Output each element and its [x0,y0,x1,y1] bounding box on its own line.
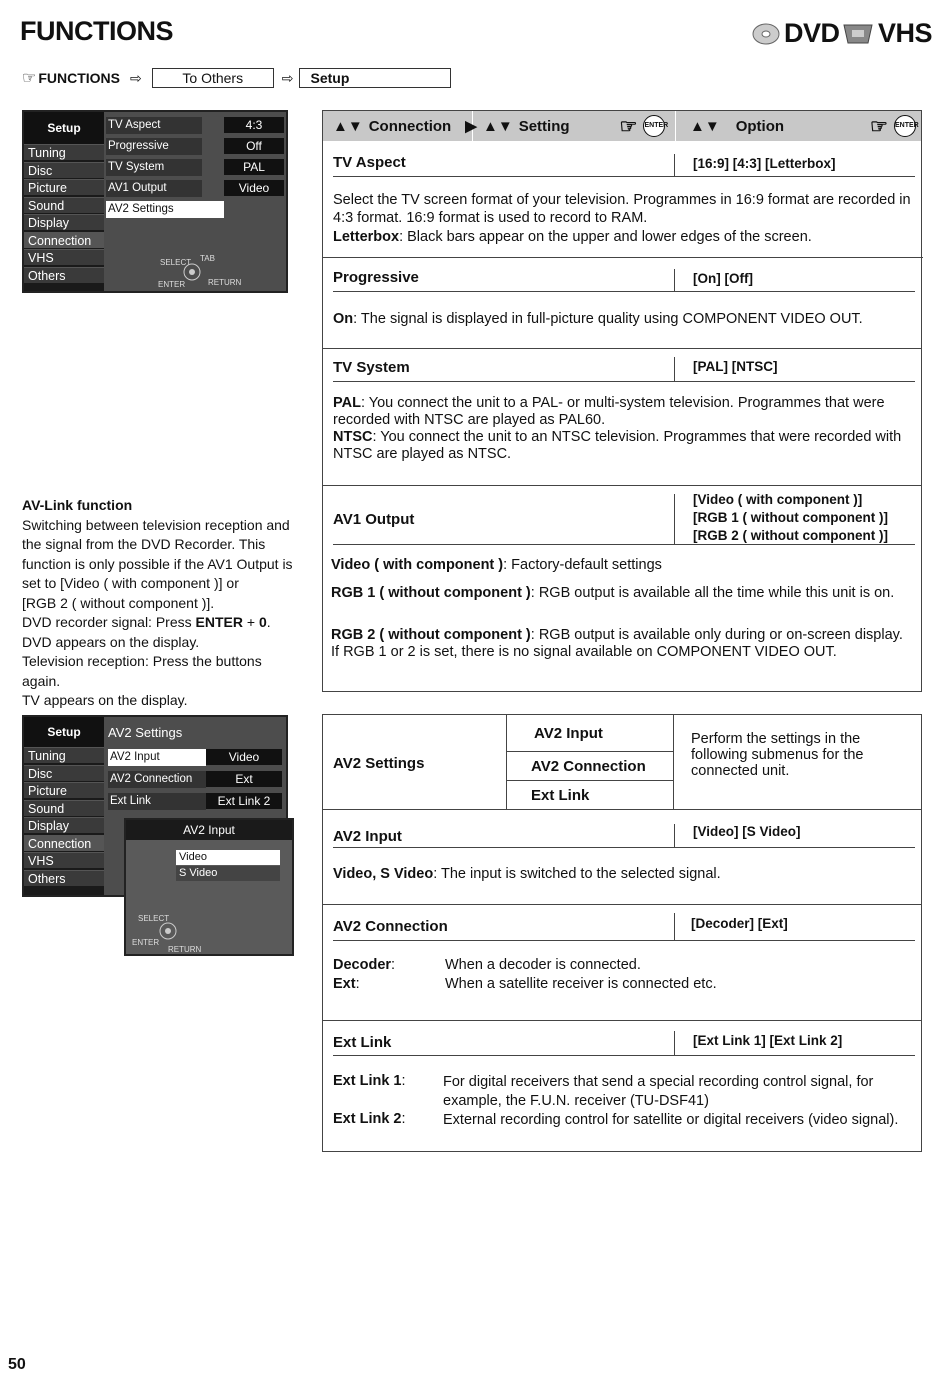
divider [674,1031,675,1055]
av-link-lines-2 [22,633,302,711]
underline [333,940,915,941]
submenu-items [507,715,673,810]
disc-icon [752,23,780,45]
hand-pointer-icon: ☞ [870,115,888,138]
crumb-functions: FUNCTIONS [38,70,121,86]
connection-text: When a satellite receiver is connected etc. [445,976,717,992]
av-link-line: DVD appears on the display. [22,633,200,650]
video-term: Video ( with component ) [331,557,504,573]
sidebar-item[interactable]: VHS [24,852,104,868]
av2-connection-title: AV2 Connection [333,918,448,935]
rgb2-term: RGB 2 ( without component ) [331,627,531,643]
popup-item[interactable]: Video [176,850,280,865]
av1-option: [Video ( with component )] [693,492,863,507]
av2-row-value[interactable]: Video [206,749,282,765]
av2-settings-title: AV2 Settings [333,755,425,772]
underline [333,1055,915,1056]
av1-output-options [693,491,888,545]
submenu-item: AV2 Connection [507,752,673,781]
rgb1-description [331,584,916,602]
setting-row-label[interactable]: TV System [106,159,202,176]
setup-menu-screen [22,110,288,293]
av2-row-label[interactable]: Ext Link [108,793,206,810]
sidebar-item[interactable]: Sound [24,197,104,213]
ntsc-description [333,429,918,463]
pal-description [333,395,918,429]
av-link-line: function is only possible if the AV1 Output is [22,555,293,572]
sidebar-item[interactable]: Connection [24,835,104,851]
av2-settings-description: Perform the settings in the following submenus for the connected unit. [691,731,864,779]
av1-option: [RGB 1 ( without component )] [693,510,888,525]
setup-sidebar [24,717,104,895]
tv-aspect-title: TV Aspect [333,154,406,171]
breadcrumb [22,68,451,88]
sidebar-item[interactable]: Disc [24,765,104,781]
crumb-to-others[interactable]: To Others [152,68,274,88]
ext-link-term-label: Ext Link 2 [333,1111,402,1127]
connection-text: When a decoder is connected. [445,957,641,973]
ext-link-panel [322,1020,922,1152]
underline [333,381,915,382]
sidebar-item[interactable]: Display [24,214,104,230]
av2-input-options: [Video] [S Video] [693,824,801,839]
sidebar-item[interactable]: Tuning [24,144,104,160]
press-key: ENTER [195,614,243,630]
av-link-line: set to [Video ( with component )] or [22,575,239,591]
letterbox-description [333,228,918,246]
ext-link-text: For digital receivers that send a special recording control signal, for example, the F.U.N. receiver (TU-DSF41) [443,1074,874,1109]
nav-return: RETURN [168,945,202,954]
pal-text: : You connect the unit to a PAL- or multi-system television. Programmes that were recorded with NTSC are played as PAL60. [333,395,885,428]
nav-enter: ENTER [132,938,160,947]
press-plus: + [242,614,259,630]
av-link-line: TV appears on the display. [22,692,188,708]
divider [674,269,675,291]
av-link-lines [22,516,302,614]
setting-row-value[interactable]: Off [224,138,284,154]
cassette-icon [842,23,874,45]
tab-setting-label: Setting [518,117,570,135]
sidebar-title: Setup [24,112,104,144]
ext-link-term [333,1111,406,1127]
page-title: FUNCTIONS [20,16,173,46]
sidebar-item[interactable]: Picture [24,179,104,195]
tab-connection-label: Connection [368,117,452,135]
ntsc-term: NTSC [333,429,373,445]
arrow-right-icon: ⇨ [281,69,294,86]
tv-system-panel [322,348,922,486]
rgb-note: If RGB 1 or 2 is set, there is no signal available on COMPONENT VIDEO OUT. [331,644,837,660]
rgb2-text: : RGB output is available only during or on-screen display. [530,627,903,643]
tv-aspect-panel [322,110,922,258]
av2-input-description [333,865,918,883]
submenu-item: Ext Link [531,787,590,804]
rgb2-description [331,626,923,644]
submenu-item: AV2 Input [507,715,673,752]
av2-input-text: : The input is switched to the selected signal. [433,866,721,882]
sidebar-item[interactable]: VHS [24,249,104,265]
tv-system-options: [PAL] [NTSC] [693,359,778,374]
tab-bar [323,111,921,141]
av2-row-label[interactable]: AV2 Connection [108,771,206,788]
sidebar-item[interactable]: Others [24,267,104,283]
ext-link-term [333,1073,406,1089]
on-text: : The signal is displayed in full-picture quality using COMPONENT VIDEO OUT. [353,311,863,327]
tab-setting[interactable] [473,111,676,141]
av-link-line: the signal from the DVD Recorder. This [22,536,266,552]
av-link-line: Television reception: Press the buttons again. [22,653,262,689]
setting-row-label[interactable]: TV Aspect [106,117,202,134]
connection-sep: : [391,957,396,973]
av-link-heading: AV-Link function [22,497,133,513]
page-number: 50 [8,1356,26,1373]
setting-row-value[interactable]: 4:3 [224,117,284,133]
hand-pointer-icon: ☞ [22,70,37,87]
enter-icon: ENTER [643,115,665,137]
dpad-icon [156,920,180,942]
popup-title: AV2 Input [126,820,292,840]
av2-row-value[interactable]: Ext [206,771,282,787]
connection-term [333,976,360,992]
tv-system-title: TV System [333,359,410,376]
nav-tab: TAB [200,254,215,263]
ext-link-title: Ext Link [333,1034,392,1051]
av1-output-title: AV1 Output [333,511,415,528]
sidebar-item[interactable]: Sound [24,800,104,816]
up-down-arrow-icon: ▲▼ [483,117,513,135]
av-link-line: Switching between television reception and [22,516,290,533]
sidebar-item[interactable]: Tuning [24,747,104,763]
arrow-right-icon: ▶ [465,118,477,135]
sidebar-item[interactable]: Picture [24,782,104,798]
tab-option-label: Option [735,117,785,135]
sidebar-item[interactable]: Display [24,817,104,833]
ext-link-sep: : [401,1111,406,1127]
underline [333,176,915,177]
nav-select: SELECT [138,914,170,923]
letterbox-text: : Black bars appear on the upper and lower edges of the screen. [399,229,812,245]
submenu-list [506,715,674,809]
hand-pointer-icon: ☞ [619,115,638,138]
av2-connection-panel [322,904,922,1021]
up-down-arrow-icon: ▲▼ [690,117,720,135]
setup-sidebar [24,112,104,291]
sidebar-item[interactable]: Disc [24,162,104,178]
nav-return: RETURN [208,278,242,287]
setting-row-label[interactable]: AV1 Output [106,180,202,197]
av2-input-term: Video, S Video [333,866,434,882]
sidebar-list [24,747,104,886]
ext-link-options: [Ext Link 1] [Ext Link 2] [693,1033,843,1048]
tv-aspect-options: [16:9] [4:3] [Letterbox] [693,156,836,171]
press-zero: 0 [258,614,267,630]
pal-term: PAL [333,395,361,411]
dvd-tag [752,18,840,49]
press-end: . [266,614,271,630]
underline [333,291,915,292]
ext-link-text: External recording control for satellite or digital receivers (video signal). [443,1112,899,1128]
av-link-line: [RGB 2 ( without component )]. [22,594,215,611]
dvd-label: DVD [784,18,840,48]
tab-option[interactable] [676,111,921,141]
ext-link-sep: : [401,1073,406,1089]
connection-term [333,957,395,973]
progressive-panel [322,257,922,349]
sidebar-list [24,144,104,283]
up-down-arrow-icon: ▲▼ [333,117,363,135]
av2-settings-panel [322,714,922,810]
av2-settings-title: AV2 Settings [108,725,183,740]
arrow-right-icon: ⇨ [130,69,142,86]
av2-input-panel [322,809,922,905]
connection-term-label: Ext [333,976,356,992]
divider [674,154,675,176]
divider [674,824,675,848]
video-description [331,556,916,574]
setting-row-value[interactable]: Video [224,180,284,196]
av-link-press-line [22,613,302,633]
progressive-title: Progressive [333,269,419,286]
setting-row-label[interactable]: AV2 Settings [106,201,224,218]
av2-connection-options: [Decoder] [Ext] [691,916,788,931]
connection-sep: : [355,976,360,992]
av1-output-panel [322,485,922,692]
underline [333,544,915,545]
vhs-tag [842,18,932,49]
av1-option: [RGB 2 ( without component )] [693,528,888,543]
setting-row-label[interactable]: Progressive [106,138,202,155]
dpad-icon [180,262,204,282]
separator [323,257,923,258]
enter-icon: ENTER [894,115,916,137]
rgb1-text: : RGB output is available all the time while this unit is on. [530,585,895,601]
av2-row-label[interactable]: AV2 Input [108,749,206,766]
ext-link-term-label: Ext Link 1 [333,1073,402,1089]
av-link-text [22,496,302,711]
sidebar-item[interactable]: Connection [24,232,104,248]
av2-input-title: AV2 Input [333,828,402,845]
popup-item[interactable]: S Video [176,866,280,881]
video-text: : Factory-default settings [503,557,662,573]
divider [674,494,675,545]
vhs-label: VHS [878,18,933,48]
progressive-on-description [333,310,918,328]
letterbox-term: Letterbox [333,229,400,245]
connection-term-label: Decoder [333,957,392,973]
nav-enter: ENTER [158,280,186,289]
crumb-setup[interactable]: Setup [299,68,451,88]
progressive-options: [On] [Off] [693,271,753,286]
on-term: On [333,311,354,327]
divider [674,913,675,941]
divider [674,357,675,381]
press-prefix: DVD recorder signal: Press [22,614,196,630]
rgb1-term: RGB 1 ( without component ) [331,585,531,601]
sidebar-item[interactable]: Others [24,870,104,886]
av2-row-value[interactable]: Ext Link 2 [206,793,282,809]
av2-input-popup [124,818,294,956]
ntsc-text: : You connect the unit to an NTSC television. Programmes that were recorded with NTSC are played as NTSC. [333,429,902,462]
underline [333,847,915,848]
tv-aspect-description: Select the TV screen format of your television. Programmes in 16:9 format are recorded in 4:3 format. 16:9 format is used to record to RAM. [333,192,911,226]
sidebar-title: Setup [24,717,104,747]
tab-connection[interactable] [323,111,477,141]
setting-row-value[interactable]: PAL [224,159,284,175]
nav-select: SELECT [160,258,192,267]
